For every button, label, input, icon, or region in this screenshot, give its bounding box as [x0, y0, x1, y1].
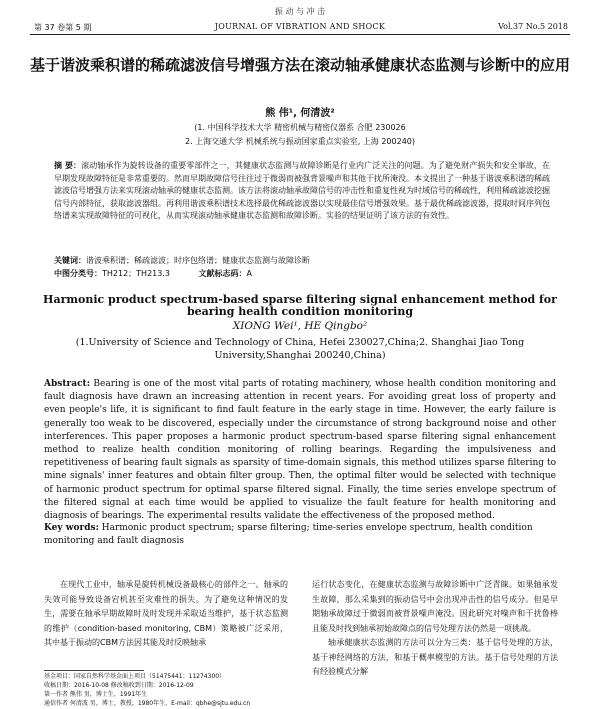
- english-abstract-text: Bearing is one of the most vital parts of rotating machinery, whose health condition monitoring and fault diagnosis have drawn an increasing attention in recent years. For avoiding great loss of property and even people's life, it is significant to find fault feature in the early stage in time. However, the early failure is generally too weak to be discovered, especially under the circumstance of strong background noise and other interferences. This paper proposes a harmonic product spectrum-based sparse filtering signal enhancement method to realize health condition monitoring of rolling bearings. Regarding the impulsiveness and repetitiveness of bearing fault signals as sparsity of time-domain signals, this method utilizes sparse filtering to mine signals' inner features and obtain filter group. Then, the optimal filter would be selected with technique of harmonic product spectrum for optimal sparse filtered signal. Finally, the time series envelope spectrum of the filtered signal at each time would be applied to visualize the fault feature for health monitoring and diagnosis of bearings. The experimental results validate the effectiveness of the proposed method.: [44, 379, 556, 522]
- chinese-keywords-label: 关键词：: [54, 256, 86, 265]
- journal-name-en: JOURNAL OF VIBRATION AND SHOCK: [214, 22, 386, 31]
- chinese-keywords-text: 谐波乘积谱；稀疏滤波；时序包络谱；健康状态监测与故障诊断: [86, 256, 310, 265]
- footnote-funding: 基金项目：国家自然科学基金面上项目（51475441；11274300）: [44, 673, 226, 680]
- chinese-abstract-text: 滚动轴承作为旋转设备的重要零部件之一，其健康状态监测与故障诊断是行业内广泛关注的问题。为了避免财产损失和安全事故，在早期发现故障特征是非常重要的。然而早期故障信号往往过于微弱而被强背景噪声和其他干扰所淹没。本文提出了一种基于谐波乘积谱的稀疏滤波信号增强方法来实现滚动轴承的健康状态监测。该方法将滚动轴承故障信号的冲击性和重复性视为时域信号的稀疏性，利用稀疏滤波挖掘信号内部特征，获取滤波器组。再利用谐波乘积谱技术选择最优稀疏滤波器以实现最佳信号增强效果。基于最优稀疏滤波器，提取时间序列包络谱来实现故障特征的可视化，从而实现滚动轴承健康状态监测和故障诊断。实验的结果证明了该方法的有效性。: [54, 161, 550, 220]
- chinese-authors: 熊 伟¹, 何清波²: [265, 108, 335, 119]
- chinese-keywords: [54, 255, 310, 266]
- chinese-abstract: [54, 160, 550, 223]
- issue-cn: 第 37 卷第 5 期: [34, 23, 92, 32]
- english-affiliation: (1.University of Science and Technology of China, Hefei 230027,China;2. Shanghai Jiao Tong University,Shanghai 200240,China): [75, 337, 525, 361]
- header-rule: [30, 34, 570, 35]
- english-keywords-text: Harmonic product spectrum; sparse filtering; time-series envelope spectrum, health condition monitoring and fault diagnosis: [44, 523, 533, 547]
- running-journal-name: 振 动 与 冲 击: [274, 7, 326, 16]
- footnote-first-author: 第一作者 熊伟 男，博士生，1991年生: [44, 691, 148, 698]
- chinese-title: 基于谐波乘积谱的稀疏滤波信号增强方法在滚动轴承健康状态监测与诊断中的应用: [30, 56, 571, 74]
- issue-en: Vol.37 No.5 2018: [498, 22, 568, 31]
- chinese-affiliation-1: (1. 中国科学技术大学 精密机械与精密仪器系 合肥 230026: [194, 123, 406, 132]
- footnote-corresponding: 通信作者 何清波 男，博士，教授，1980年生，E-mail：qbhe@sjtu.edu.cn: [44, 700, 251, 707]
- english-keywords-label: Key words:: [44, 523, 99, 533]
- document-code: 文献标志码：A: [198, 269, 253, 278]
- english-keywords: [44, 522, 556, 548]
- body-right-column: [312, 578, 558, 680]
- classification-line: [54, 268, 278, 279]
- chinese-abstract-label: 摘 要：: [54, 161, 82, 170]
- english-authors: XIONG Wei¹, HE Qingbo²: [232, 320, 368, 332]
- english-abstract-label: Abstract:: [44, 379, 91, 389]
- english-abstract: [44, 378, 556, 523]
- body-right-paragraph-2: 轴承健康状态监测的方法可以分为三类：基于信号处理的方法，基于神经网络的方法，和基于概率模型的方法。基于信号处理的方法有经验模式分解: [312, 638, 558, 676]
- chinese-affiliation-2: 2. 上海交通大学 机械系统与振动国家重点实验室, 上海 200240): [184, 137, 415, 146]
- english-title: Harmonic product spectrum-based sparse filtering signal enhancement method for bearing health condition monitoring: [43, 293, 557, 318]
- clc-number: 中图分类号：TH212；TH213.3: [54, 269, 170, 278]
- body-right-paragraph-1: 运行状态变化，在健康状态监测与故障诊断中广泛青睐。如果轴承发生故障，那么采集到的振动信号中会出现冲击性的信号成分。但是早期轴承故障过于微弱而被背景噪声淹没。因此研究对噪声和干扰鲁棒且能及时找到轴承初始故障点的信号处理方法仍然是一项挑战。: [312, 580, 558, 633]
- body-left-column: 在现代工业中，轴承是旋转机械设备最核心的部件之一。轴承的失效可能导致设备宕机甚至灾难性的损失。为了避免这种情况的发生，需要在轴承早期故障时及时发现并采取适当维护，基于状态监测的维护（condition-based monitoring, CBM）策略被广泛采用，其中基于振动的CBM方法因其能及时反映轴承: [44, 580, 288, 647]
- footnote-rule: [44, 670, 144, 671]
- footnote-received: 收稿日期：2016-10-08 修改稿收到日期：2016-12-09: [44, 682, 194, 689]
